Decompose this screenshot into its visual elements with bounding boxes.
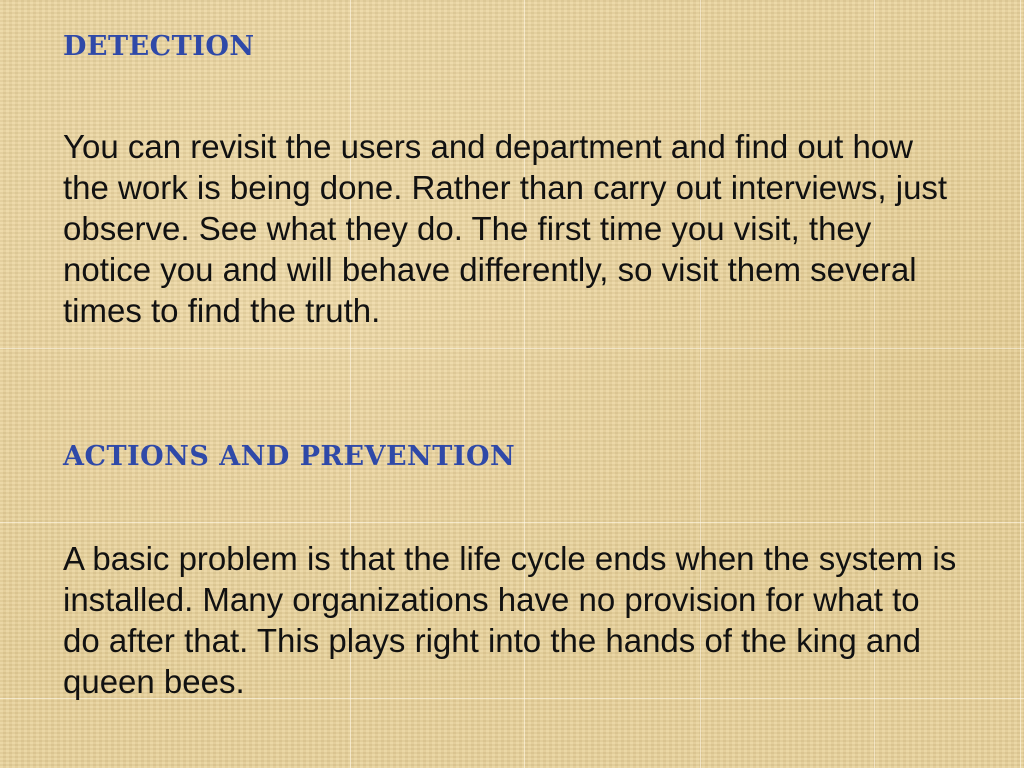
section-body-actions-prevention: A basic problem is that the life cycle ends when the system is installed. Many organizations have no provision for what to do after that. This plays right into the hands of the king and queen bees.	[63, 540, 957, 700]
background-grid-line	[0, 348, 1024, 349]
background-grid-line	[0, 522, 1024, 523]
background-grid-line	[1020, 0, 1021, 768]
section-heading-detection: detection	[63, 19, 255, 64]
section-heading-actions-prevention: actions and prevention	[63, 429, 516, 474]
section-body-detection: You can revisit the users and department and find out how the work is being done. Rather than carry out interviews, just observe. See what they do. The first time you visit, they notice you and will behave differently, so visit them several times to find the truth.	[63, 128, 948, 329]
